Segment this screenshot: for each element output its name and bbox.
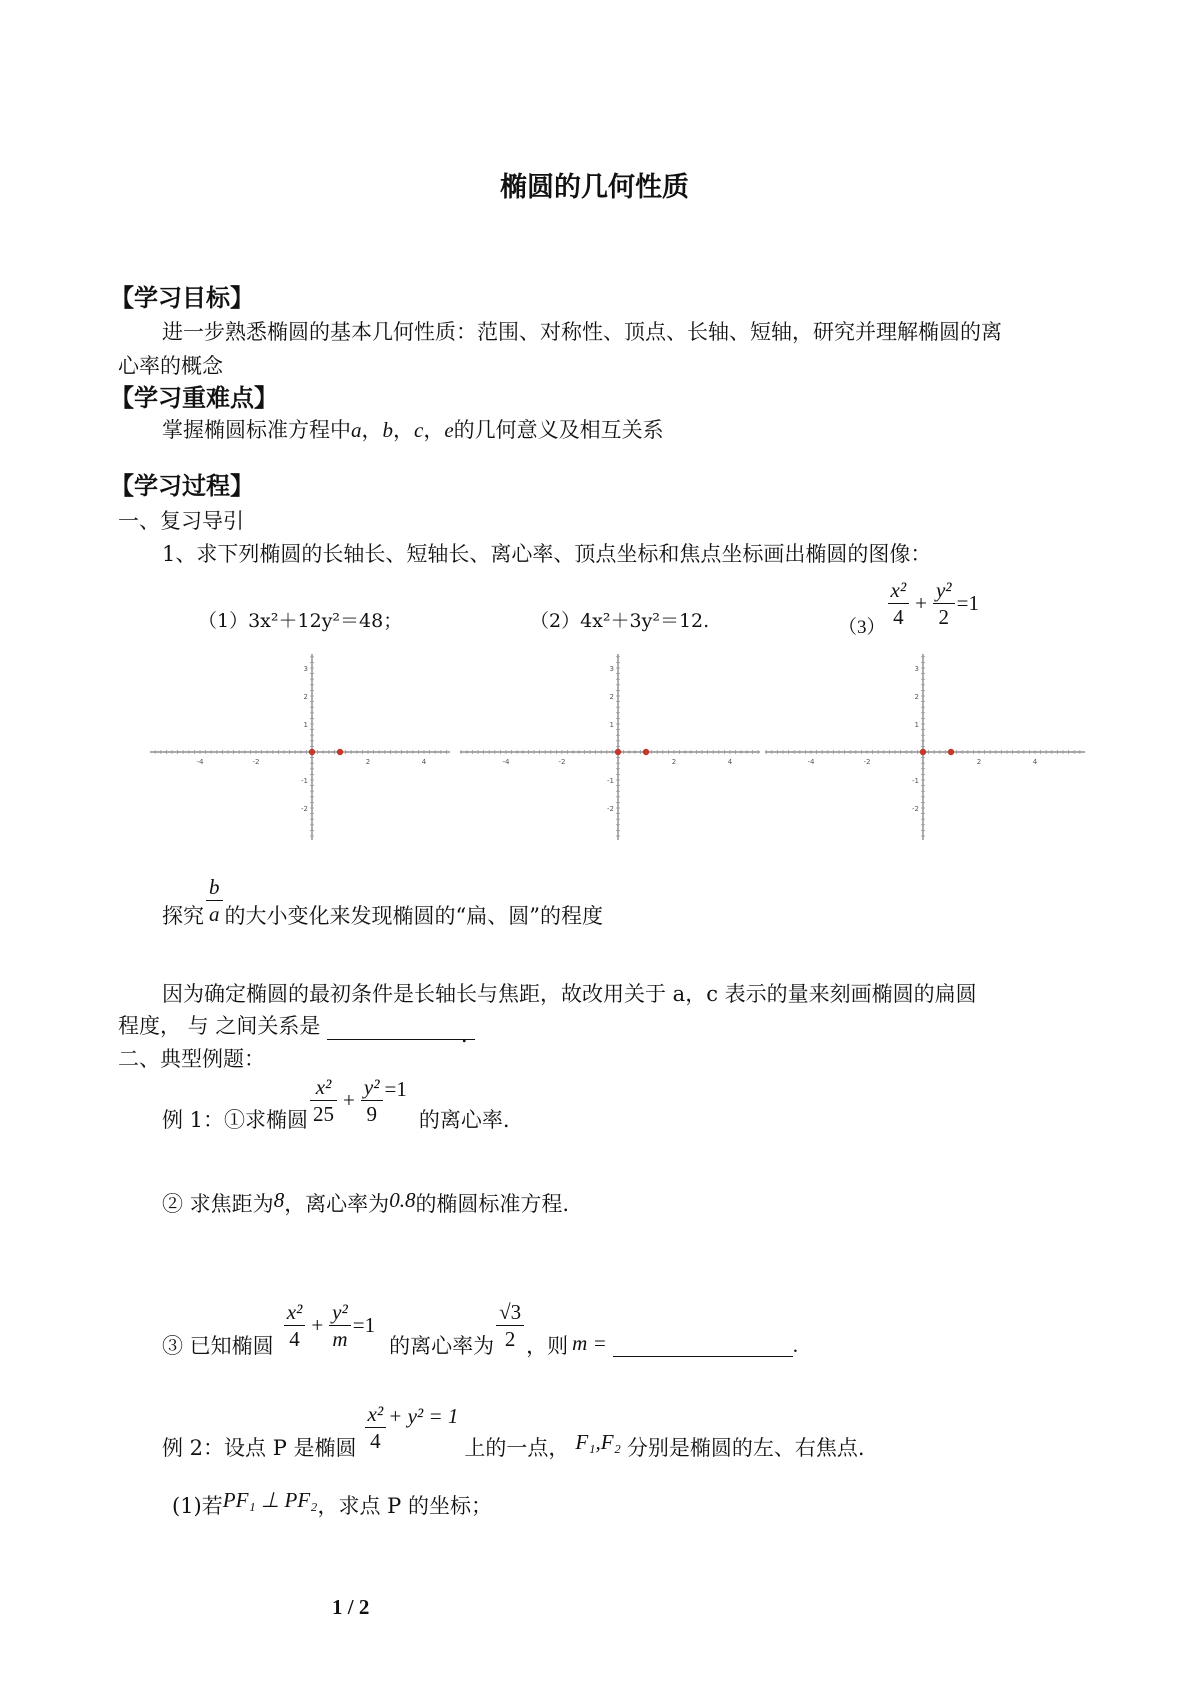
process-heading: 【学习过程】	[110, 472, 254, 500]
example-1-pre: 例 1：①求椭圆	[162, 1108, 309, 1132]
example-1-frac-x: $\frac{\text{x²}}{25}$	[310, 1074, 337, 1127]
explore-post: 的大小变化来发现椭圆的“扁、圆”的程度	[224, 904, 603, 928]
example-1c-equals: =1	[352, 1312, 376, 1337]
example-1c-frac-y: $\frac{\text{y²}}{m}$	[329, 1299, 351, 1352]
x-tick-label: 2	[976, 758, 982, 766]
examples-heading: 二、典型例题：	[118, 1047, 265, 1071]
y-tick-label: -2	[912, 805, 919, 813]
example-1b-post: 的椭圆标准方程.	[415, 1192, 570, 1216]
sep-1: ，	[361, 418, 383, 442]
example-2-question-1	[172, 1490, 492, 1520]
y-tick-label: 1	[609, 721, 614, 729]
x-tick-label: -2	[558, 758, 566, 766]
x-tick-label: -2	[252, 758, 260, 766]
example-1c-ecc-frac: $\frac{√3}{2}$	[496, 1299, 524, 1352]
equation-3-equals: =1	[956, 591, 979, 615]
key-points-text	[162, 414, 664, 444]
equation-2-text: 4x²＋3y²＝12.	[580, 610, 710, 632]
equation-1-label: （1）	[198, 610, 249, 632]
x-tick-label: 4	[421, 758, 427, 766]
sep-3: ，	[423, 418, 445, 442]
equation-3-label: （3）	[838, 617, 886, 638]
equation-1-text: 3x²＋12y²＝48；	[248, 610, 403, 632]
y-tick-label: 3	[914, 665, 919, 673]
focal-length-value: 8	[273, 1188, 285, 1212]
coordinate-graphs	[150, 650, 1090, 840]
example-1-part-2	[162, 1188, 569, 1218]
example-2-pre: 例 2：设点 P 是椭圆	[162, 1436, 357, 1460]
example-2-equation-rest: + y² = 1	[388, 1403, 459, 1428]
example-2-q1-post: ，求点 P 的坐标；	[317, 1494, 492, 1518]
equation-3	[838, 568, 979, 639]
eccentricity-value: 0.8	[389, 1188, 416, 1212]
example-1-equals: =1	[384, 1076, 407, 1101]
key-points-heading: 【学习重难点】	[110, 384, 278, 412]
var-b: b	[382, 418, 393, 442]
var-c: c	[414, 418, 424, 442]
y-tick-label: -1	[912, 777, 919, 785]
foci-labels: F₁,F₂	[575, 1429, 621, 1454]
reason-line2-text: 程度， 与 之间关系是	[118, 1014, 321, 1038]
example-1c-mid: 的离心率为	[389, 1334, 495, 1358]
example-2-q1-pre: (1)若	[172, 1494, 223, 1518]
example-2-post: 分别是椭圆的左、右焦点.	[626, 1436, 865, 1460]
example-1c-post: ，则	[526, 1334, 569, 1358]
x-tick-label: 2	[671, 758, 677, 766]
y-tick-label: -2	[607, 805, 614, 813]
example-2-frac-x: $\frac{\text{x²}}{4}$	[365, 1401, 387, 1454]
graph-point	[309, 749, 315, 755]
page-number: 1 / 2	[332, 1595, 370, 1619]
x-tick-label: -4	[807, 758, 815, 766]
graph-point	[920, 749, 926, 755]
y-tick-label: -2	[301, 805, 308, 813]
explore-pre: 探究	[162, 904, 204, 928]
page-title: 椭圆的几何性质	[500, 172, 689, 203]
equation-3-frac-x: $\frac{\text{x²}}{4}$	[888, 577, 910, 630]
equation-1	[198, 606, 402, 633]
key-points-pre: 掌握椭圆标准方程中	[162, 418, 351, 442]
explore-fraction: $\frac{b}{a}$	[206, 874, 223, 927]
var-e: e	[444, 418, 454, 442]
x-tick-label: 2	[365, 758, 371, 766]
goal-text-line1: 进一步熟悉椭圆的基本几何性质：范围、对称性、顶点、长轴、短轴，研究并理解椭圆的离	[162, 320, 1002, 344]
x-tick-label: -2	[863, 758, 871, 766]
x-tick-label: 4	[1032, 758, 1038, 766]
answer-blank-m[interactable]	[613, 1334, 793, 1357]
y-tick-label: 3	[609, 665, 614, 673]
equation-3-plus: +	[915, 591, 927, 615]
example-1b-mid: ，离心率为	[284, 1192, 390, 1216]
example-1c-end: .	[792, 1332, 798, 1357]
example-1-frac-y: $\frac{\text{y²}}{9}$	[361, 1074, 383, 1127]
equation-3-frac-y: $\frac{\text{y²}}{2}$	[933, 577, 955, 630]
graph-2	[460, 654, 760, 840]
y-tick-label: -1	[607, 777, 614, 785]
graph-point	[948, 749, 954, 755]
x-tick-label: 4	[727, 758, 733, 766]
review-heading: 一、复习导引	[118, 509, 244, 533]
graph-1	[150, 654, 450, 840]
graph-point	[337, 749, 343, 755]
y-tick-label: -1	[301, 777, 308, 785]
review-question-1: 1、求下列椭圆的长轴长、短轴长、离心率、顶点坐标和焦点坐标画出椭圆的图像：	[162, 542, 932, 566]
explore-line	[162, 870, 603, 930]
example-1b-pre: ② 求焦距为	[162, 1192, 274, 1216]
example-1c-frac-x: $\frac{\text{x²}}{4}$	[284, 1299, 306, 1352]
y-tick-label: 2	[303, 693, 308, 701]
example-1-part-3: ③ 已知椭圆 $\frac{\text{x²}}{4}$ + $\frac{\text{y²}}{m}$ =1 的离心率为 $\frac{√3}{2}$ ，则 m = .	[162, 1299, 798, 1358]
y-tick-label: 2	[609, 693, 614, 701]
y-tick-label: 3	[303, 665, 308, 673]
goal-heading: 【学习目标】	[110, 284, 254, 312]
var-a: a	[351, 418, 362, 442]
example-2	[162, 1392, 865, 1462]
reason-line1: 因为确定椭圆的最初条件是长轴长与焦距，故改用关于 a，c 表示的量来刻画椭圆的扁圆	[162, 982, 977, 1006]
equation-2-label: （2）	[530, 610, 581, 632]
perpendicular-condition: PF₁ ⊥ PF₂	[222, 1488, 318, 1512]
example-1-part-1: 例 1：①求椭圆 $\frac{\text{x²}}{25}$ + $\frac{\text{y²}}{9}$ =1 的离心率.	[162, 1074, 510, 1132]
example-1-post: 的离心率.	[418, 1108, 510, 1132]
graph-point	[615, 749, 621, 755]
answer-blank-1[interactable]: ．	[327, 1019, 475, 1040]
x-tick-label: -4	[502, 758, 510, 766]
sep-2: ，	[393, 418, 414, 442]
example-2-mid: 上的一点，	[464, 1436, 570, 1460]
x-tick-label: -4	[196, 758, 204, 766]
y-tick-label: 1	[914, 721, 919, 729]
m-variable: m =	[572, 1330, 607, 1355]
key-points-post: 的几何意义及相互关系	[453, 418, 664, 442]
example-1c-pre: ③ 已知椭圆	[162, 1334, 274, 1358]
equation-2	[530, 606, 709, 633]
goal-text-line2: 心率的概念	[118, 354, 223, 378]
reason-line2	[118, 1010, 483, 1047]
graph-point	[643, 749, 649, 755]
graph-3	[765, 654, 1085, 840]
y-tick-label: 2	[914, 693, 919, 701]
y-tick-label: 1	[303, 721, 308, 729]
